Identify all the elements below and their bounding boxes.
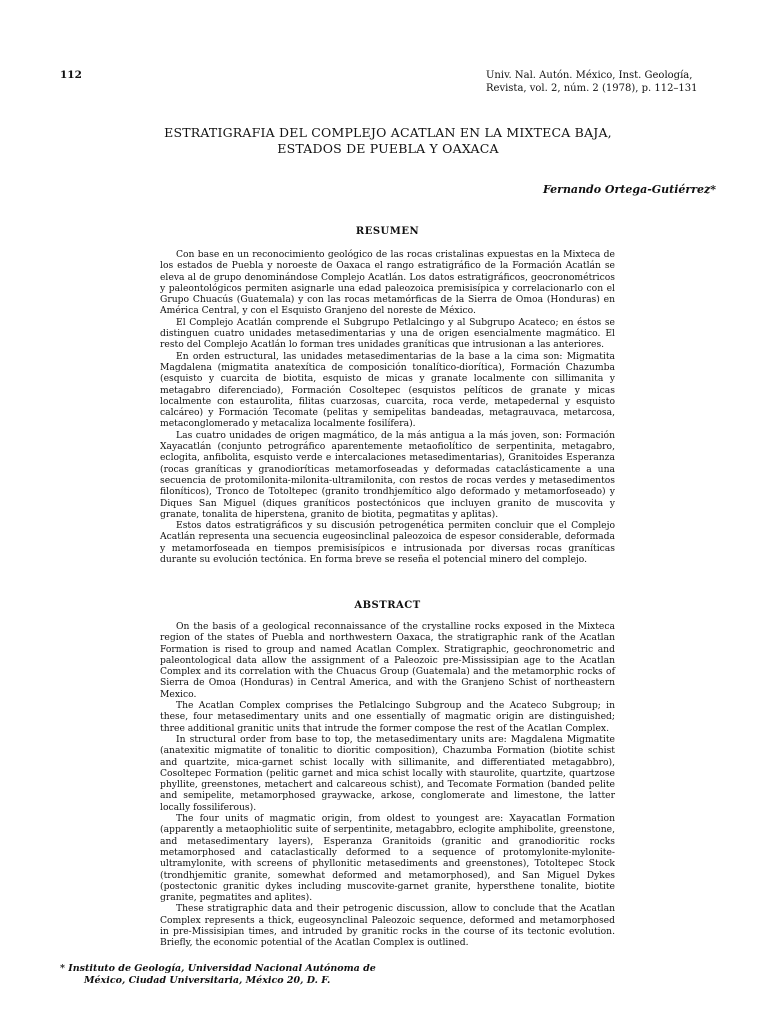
journal-citation — [486, 69, 716, 95]
paper-title-line-2: ESTADOS DE PUEBLA Y OAXACA — [277, 141, 499, 156]
resumen-heading: RESUMEN — [355, 226, 420, 237]
journal-line-1: Univ. Nal. Autón. México, Inst. Geología, — [486, 70, 693, 81]
journal-line-2: Revista, vol. 2, núm. 2 (1978), p. 112–131 — [486, 83, 698, 94]
abstract-paragraph: These stratigraphic data and their petrogenic discussion, allow to conclude that the Acatlan Complex represents a thick, eugeosynclinal Paleozoic sequence, deformed and metamorphosed in pre-Missisipian times, and intruded by granitic rocks in the course of its tectonic evolution. Briefly, the economic potential of the Acatlan Complex is outlined. — [160, 903, 615, 949]
abstract-heading: ABSTRACT — [354, 600, 421, 611]
author-name: Fernando Ortega-Gutiérrez* — [542, 183, 716, 196]
abstract-paragraph: On the basis of a geological reconnaissance of the crystalline rocks exposed in the Mixteca region of the states of Puebla and northwestern Oaxaca, the stratigraphic rank of the Acatlan Formation is rised to group and named Acatlan Complex. Stratigraphic, geochronometric and paleontological data allow the assignment of a Paleozoic pre-Mississipian age to the Acatlan Complex and its correlation with the Chuacus Group (Guatemala) and the metamorphic rocks of Sierra de Omoa (Honduras) in Central America, and with the Granjeno Schist of northeastern Mexico. — [160, 621, 615, 700]
abstract-paragraph: The four units of magmatic origin, from oldest to youngest are: Xayacatlan Formation (apparently a metaophiolitic suite of serpentinite, metagabbro, eclogite amphibolite, greenstone, and metasedimentary layers), Esperanza Granitoids (granitic and granodioritic rocks metamorphosed and cataclastically deformed to a sequence of protomylonite-mylonite-ultramylonite, with screens of phyllonitic metasediments and greenstones), Totoltepec Stock (trondhjemitic granite, somewhat deformed and metamorphosed), and San Miguel Dykes (postectonic granitic dykes including muscovite-garnet granite, hypersthene tonalite, biotite granite, pegmatites and aplites). — [160, 813, 615, 904]
resumen-paragraph: Estos datos estratigráficos y su discusión petrogenética permiten concluir que el Complejo Acatlán representa una secuencia eugeosinclinal paleozoica de espesor considerable, deformada y metamorfoseada en tiempos premisisípicos e intrusionada por diversas rocas graníticas durante su evolución tectónica. En forma breve se reseña el potencial minero del complejo. — [160, 520, 615, 566]
abstract-body — [160, 621, 615, 949]
footnote-line-1: * Instituto de Geología, Universidad Nacional Autónoma de — [60, 963, 376, 974]
resumen-paragraph: El Complejo Acatlán comprende el Subgrupo Petlalcingo y al Subgrupo Acateco; en éstos se distinguen cuatro unidades metasedimentarias y una de origen esencialmente magmático. El resto del Complejo Acatlán lo forman tres unidades graníticas que intrusionan a las anteriores. — [160, 316, 615, 351]
affiliation-footnote — [60, 963, 420, 987]
resumen-paragraph: Con base en un reconocimiento geológico de las rocas cristalinas expuestas en la Mixteca de los estados de Puebla y noroeste de Oaxaca el rango estratigráfico de la Formación Acatlán se eleva al de grupo denominándose Complejo Acatlán. Los datos estratigráficos, geocronométricos y paleontológicos permiten asignarle una edad paleozoica premisisípica y correlacionarlo con el Grupo Chuacús (Guatemala) y con las rocas metamórficas de la Sierra de Omoa (Honduras) en América Central, y con el Esquisto Granjeno del noreste de México. — [160, 249, 615, 317]
abstract-paragraph: The Acatlan Complex comprises the Petlalcingo Subgroup and the Acateco Subgroup; in these, four metasedimentary units and one essentially of magmatic origin are distinguished; three additional granitic units that intrude the former compose the rest of the Acatlan Complex. — [160, 700, 615, 734]
resumen-paragraph: En orden estructural, las unidades metasedimentarias de la base a la cima son: Migmatita Magdalena (migmatita anatexítica de composición tonalítico-diorítica), Formación Chazumba (esquisto y cuarcita de biotita, esquisto de micas y granate localmente con sillimanita y metagabro diferenciado), Formación Cosoltepec (esquistos pelíticos de granate y micas localmente con estaurolita, filitas cuarzosas, cuarcita, roca verde, metapedernal y esquisto calcáreo) y Formación Tecomate (pelitas y semipelitas bandeadas, metagrauvaca, metarcosa, metaconglomerado y metacaliza localmente fosilífera). — [160, 350, 615, 430]
resumen-paragraph: Las cuatro unidades de origen magmático, de la más antigua a la más joven, son: Formación Xayacatlán (conjunto petrográfico aparentemente metaofiolítico de serpentinita, metagabro, eclogita, anfibolita, esquisto verde e intercalaciones metasedimentarias), Granitoides Esperanza (rocas graníticas y granodioríticas metamorfoseadas y deformadas cataclásticamente a una secuencia de protomilonita-milonita-ultramilonita, con restos de rocas verdes y metasedimentos filoníticos), Tronco de Totoltepec (granito trondhjemítico algo deformado y metamorfoseado) y Diques San Miguel (diques graníticos postectónicos que incluyen granito de muscovita y granate, tonalita de hiperstena, granito de biotita, pegmatitas y aplitas). — [160, 429, 615, 520]
abstract-paragraph: In structural order from base to top, the metasedimentary units are: Magdalena Migmatite (anatexitic migmatite of tonalitic to dioritic composition), Chazumba Formation (biotite schist and quartzite, mica-garnet schist locally with sillimanite, and differentiated metagabbro), Cosoltepec Formation (pelitic garnet and mica schist locally with staurolite, quartzite, quartzose phyllite, greenstones, metachert and calcareous schist), and Tecomate Formation (banded pelite and semipelite, metamorphosed graywacke, arkose, conglomerate and limestone, the latter locally fossiliferous). — [160, 733, 615, 813]
page-number: 112 — [60, 69, 82, 81]
paper-title-line-1: ESTRATIGRAFIA DEL COMPLEJO ACATLAN EN LA MIXTECA BAJA, — [164, 125, 612, 140]
resumen-body — [160, 249, 615, 565]
footnote-line-2: México, Ciudad Universitaria, México 20, D. F. — [84, 975, 331, 986]
